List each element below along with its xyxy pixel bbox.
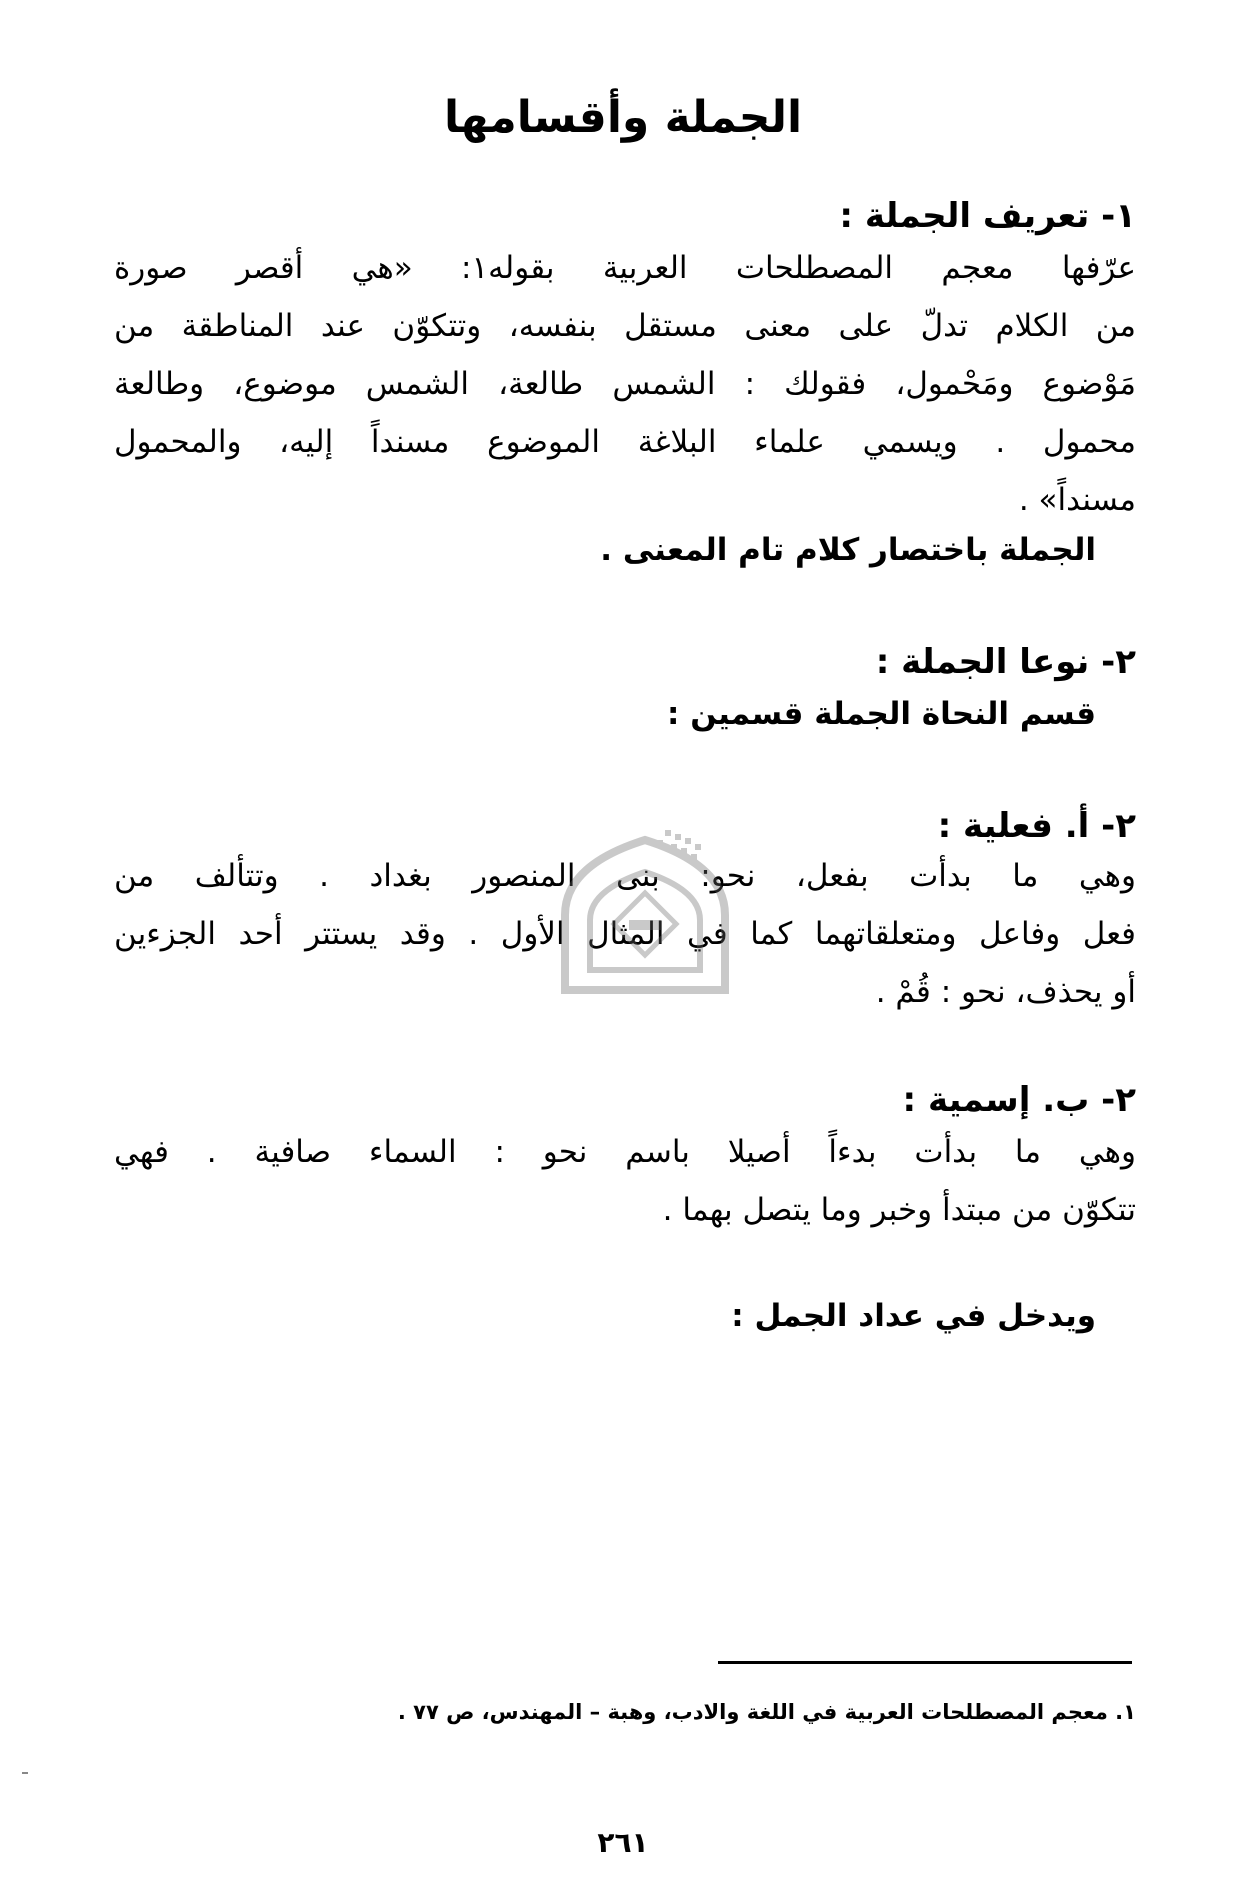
section-2a-line-1: وهي ما بدأت بفعل، نحو: بنى المنصور بغداد . وتتألف من (114, 858, 1136, 894)
page-title: الجملة وأقسامها (443, 92, 803, 143)
page-number: ٢٦١ (597, 1826, 649, 1859)
section-1-line-1: عرّفها معجم المصطلحات العربية بقوله١: «هي أقصر صورة (114, 250, 1136, 286)
section-1-heading: ١- تعريف الجملة : (839, 196, 1136, 236)
section-1-line-2: من الكلام تدلّ على معنى مستقل بنفسه، وتتكوّن عند المناطقة من (114, 308, 1136, 344)
section-1-line-3: مَوْضوع ومَحْمول، فقولك : الشمس طالعة، الشمس موضوع، وطالعة (114, 366, 1136, 402)
footnote-separator (718, 1661, 1132, 1664)
section-2a-line-2: فعل وفاعل ومتعلقاتهما كما في المثال الأول . وقد يستتر أحد الجزءين (114, 916, 1136, 952)
section-1-line-5: مسنداً» . (1018, 482, 1136, 518)
section-2a-line-3: أو يحذف، نحو : قُمْ . (875, 974, 1136, 1010)
scan-mark (22, 1772, 28, 1774)
section-2b-line-1: وهي ما بدأت بدءاً أصيلا باسم نحو : السماء صافية . فهي (114, 1134, 1136, 1170)
closing-line: ويدخل في عداد الجمل : (731, 1298, 1096, 1334)
section-1-summary: الجملة باختصار كلام تام المعنى . (600, 532, 1096, 568)
library-seal-icon (545, 820, 745, 1000)
footnote: ١. معجم المصطلحات العربية في اللغة والادب، وهبة – المهندس، ص ٧٧ . (397, 1700, 1136, 1724)
section-1-line-4: محمول . ويسمي علماء البلاغة الموضوع مسنداً إليه، والمحمول (114, 424, 1136, 460)
section-2b-line-2: تتكوّن من مبتدأ وخبر وما يتصل بهما . (662, 1192, 1136, 1228)
section-2-intro: قسم النحاة الجملة قسمين : (667, 696, 1096, 732)
section-2b-heading: ٢- ب. إسمية : (902, 1080, 1136, 1120)
section-2a-heading: ٢- أ. فعلية : (937, 806, 1136, 846)
section-2-heading: ٢- نوعا الجملة : (875, 642, 1136, 682)
